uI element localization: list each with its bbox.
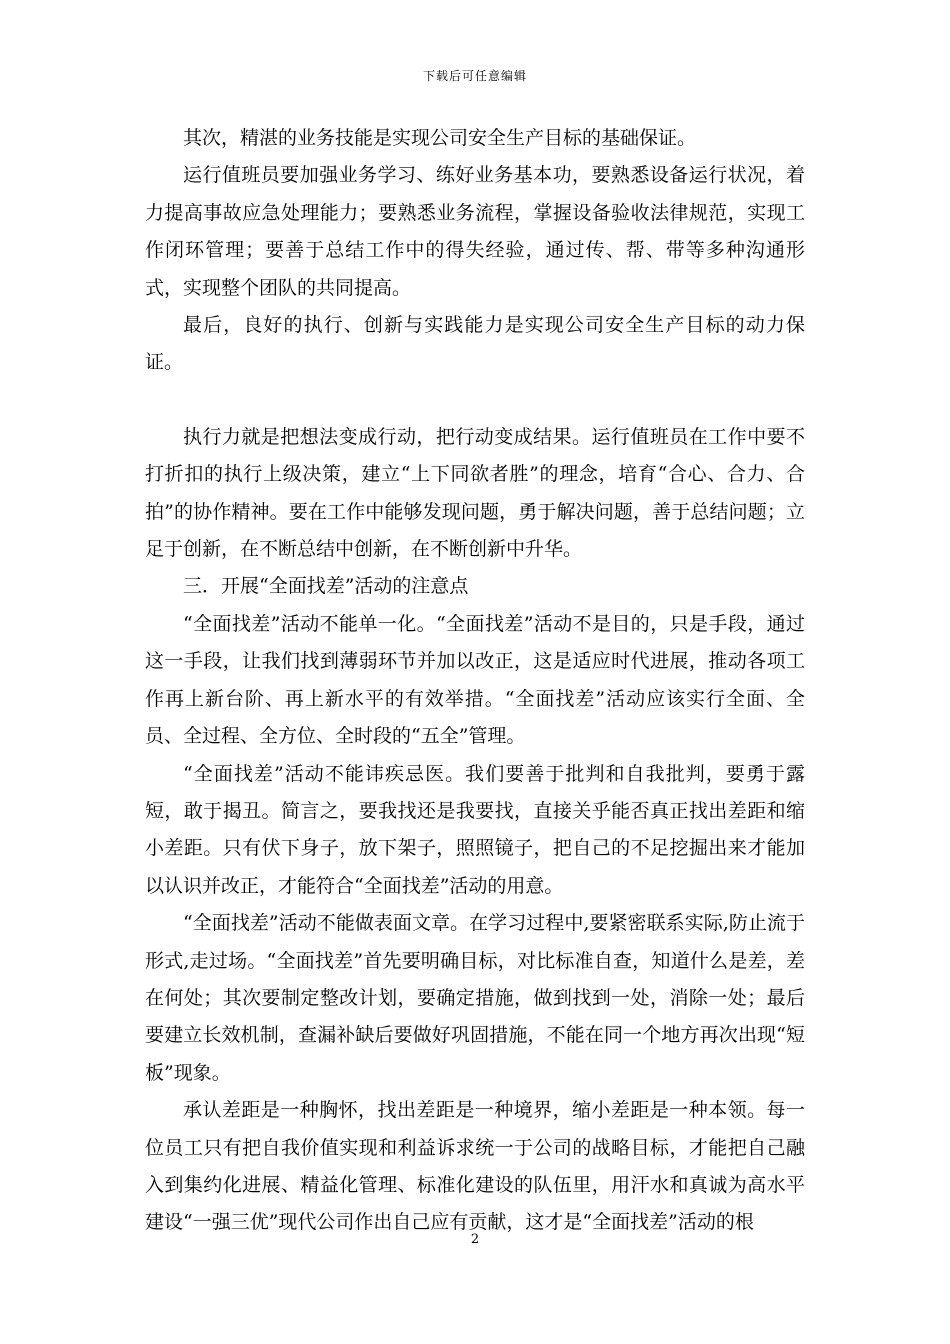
paragraph: 其次，精湛的业务技能是实现公司安全生产目标的基础保证。 (183, 127, 697, 149)
page-header: 下载后可任意编辑 (422, 69, 527, 83)
paragraph: “全面找差”活动不能讳疾忌医。我们要善于批判和自我批判，要勇于露短，敢于揭丑。简言之，要我找还是我要找，直接关乎能否真正找出差距和缩小差距。只有伏下身子，放下架子，照照镜子，把自己的不足挖掘出来才能加以认识并改正，才能符合“全面找差”活动的用意。 (145, 762, 805, 897)
paragraph: 执行力就是把想法变成行动，把行动变成结果。运行值班员在工作中要不打折扣的执行上级决策，建立“上下同欲者胜”的理念，培育“合心、合力、合拍”的协作精神。要在工作中能够发现问题，勇于解决问题，善于总结问题；立足于创新，在不断总结中创新，在不断创新中升华。 (145, 425, 805, 561)
paragraph: “全面找差”活动不能做表面文章。在学习过程中,要紧密联系实际,防止流于形式,走过场。“全面找差”首先要明确目标，对比标准自查，知道什么是差，差在何处；其次要制定整改计划，要确定措施，做到找到一处，消除一处；最后要建立长效机制，查漏补缺后要做好巩固措施，不能在同一个地方再次出现“短板”现象。 (145, 912, 805, 1084)
paragraph-gap (145, 382, 805, 419)
paragraph: “全面找差”活动不能单一化。“全面找差”活动不是目的，只是手段，通过这一手段，让我们找到薄弱环节并加以改正，这是适应时代进展，推动各项工作再上新台阶、再上新水平的有效举措。“全面找差”活动应该实行全面、全员、全过程、全方位、全时段的“五全”管理。 (145, 612, 805, 748)
section-heading: 三．开展“全面找差”活动的注意点 (183, 575, 469, 598)
document-body (145, 120, 805, 1242)
paragraph: 最后，良好的执行、创新与实践能力是实现公司安全生产目标的动力保证。 (145, 314, 805, 374)
page-number: 2 (470, 1232, 480, 1247)
paragraph: 承认差距是一种胸怀，找出差距是一种境界，缩小差距是一种本领。每一位员工只有把自我价值实现和利益诉求统一于公司的战略目标，才能把自己融入到集约化进展、精益化管理、标准化建设的队伍里，用汗水和真诚为高水平建设“一强三优”现代公司作出自己应有贡献，这才是“全面找差”活动的根 (145, 1099, 805, 1234)
paragraph: 运行值班员要加强业务学习、练好业务基本功，要熟悉设备运行状况，着力提高事故应急处理能力；要熟悉业务流程，掌握设备验收法律规范，实现工作闭环管理；要善于总结工作中的得失经验，通过传、帮、带等多种沟通形式，实现整个团队的共同提高。 (145, 164, 805, 299)
